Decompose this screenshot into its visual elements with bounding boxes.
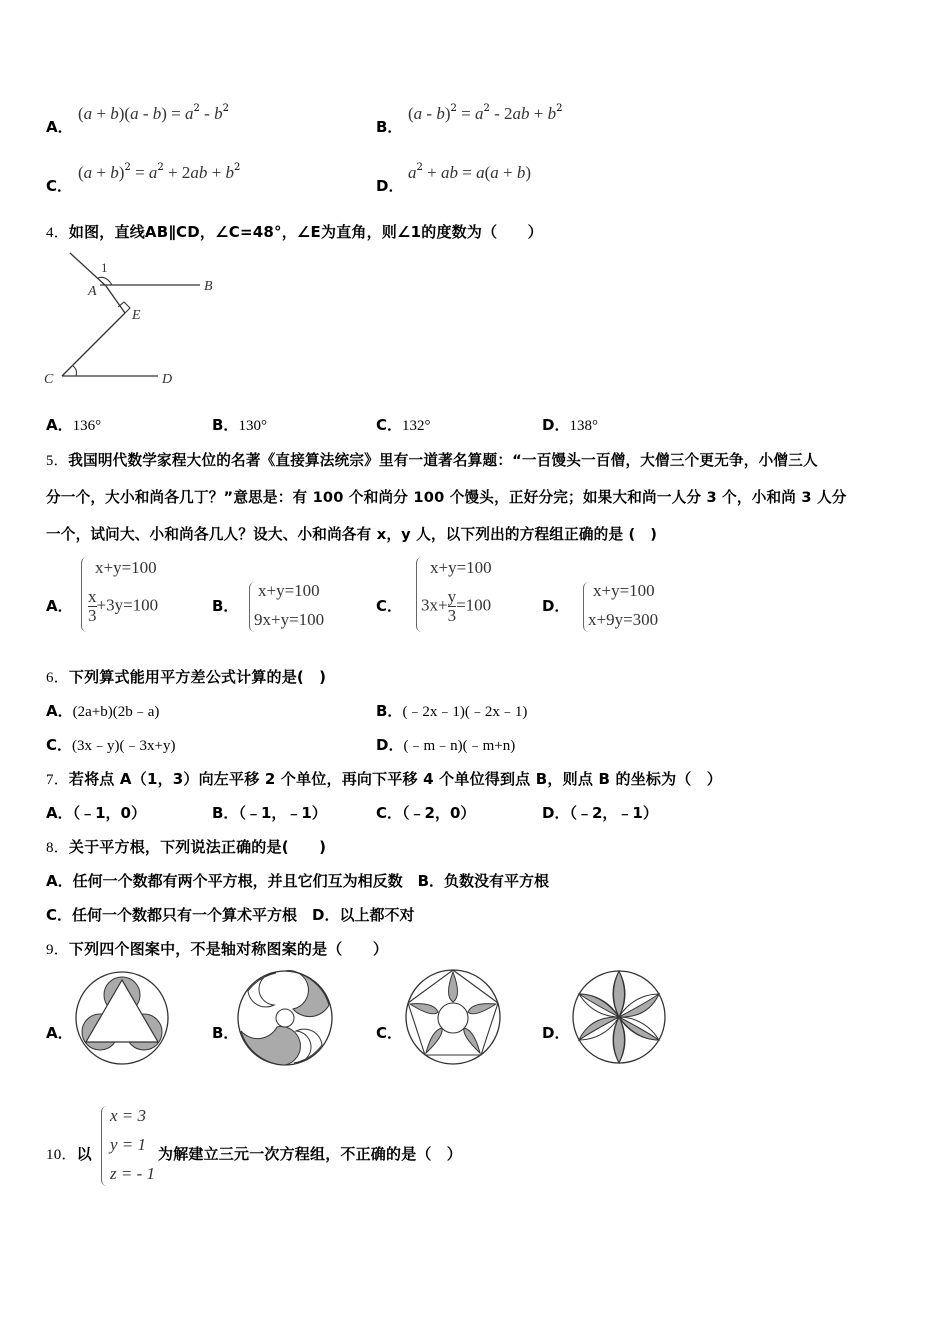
q9-stem-text: 下列四个图案中，不是轴对称图案的是（ ） <box>68 940 389 958</box>
q4-option-d-text: 138° <box>569 418 598 434</box>
q5-line-1-text: 我国明代数学家程大位的名著《直接算法统宗》里有一道著名算题：“一百馒头一百僧，大僧三个更无争，小僧三人 <box>68 452 818 469</box>
q3-option-a-formula: $(a + b)(a - b) = a^2 - b^2$ <box>78 103 229 123</box>
q6-number: 6． <box>46 670 69 686</box>
q10-number: 10． <box>46 1147 77 1163</box>
q5-option-c-frac-bar <box>448 606 457 625</box>
q5-option-c-eq2 <box>421 588 491 625</box>
q6-option-b-text: (﹣2x﹣1)(﹣2x﹣1) <box>402 704 528 720</box>
q9-option-d-label[interactable]: D． <box>542 1024 570 1042</box>
q7-option-d[interactable] <box>542 802 658 823</box>
q7-number: 7． <box>46 772 69 788</box>
q4-stem-text: 如图，直线AB∥CD，∠C=48°，∠E为直角，则∠1的度数为（ ） <box>68 223 543 241</box>
q7-option-c-text: （﹣2，0） <box>402 804 476 822</box>
q7-option-b-label: B． <box>212 804 239 822</box>
q3-option-c-formula: $(a + b)^2 = a^2 + 2ab + b^2$ <box>78 162 241 182</box>
q7-option-a-label: A． <box>46 804 73 822</box>
q7-option-b-text: （﹣1，﹣1） <box>238 804 327 822</box>
q6-stem-text: 下列算式能用平方差公式计算的是( ) <box>68 668 327 686</box>
q4-option-d[interactable] <box>542 414 598 435</box>
q3-option-d-formula: $a^2$ + ab = a(a + b) <box>408 162 531 182</box>
q4-label-d: D <box>162 372 173 387</box>
q10-suffix: 为解建立三元一次方程组，不正确的是（ ） <box>158 1145 463 1163</box>
q9-option-c-label[interactable]: C． <box>376 1024 403 1042</box>
q5-option-a-frac-num: x <box>88 587 97 606</box>
q10-sys-line-1: x = 3 <box>110 1106 147 1125</box>
q4-option-a-text: 136° <box>72 418 102 434</box>
q4-label-c: C <box>44 372 54 387</box>
q5-option-c-label[interactable]: C． <box>376 597 403 615</box>
q8-stem-text: 关于平方根，下列说法正确的是( ) <box>68 838 327 856</box>
q4-label-a: A <box>88 284 97 299</box>
q5-option-d-label[interactable]: D． <box>542 597 570 615</box>
q7-option-c-label: C． <box>376 804 403 822</box>
q9-option-b-label[interactable]: B． <box>212 1024 239 1042</box>
q5-option-b-label[interactable]: B． <box>212 597 239 615</box>
q5-option-d-eq2: x+9y=300 <box>588 610 659 629</box>
q4-option-c-label: C． <box>376 416 403 434</box>
q5-option-c-frac-num: y <box>447 587 457 606</box>
q6-option-d-text: (﹣m﹣n)(﹣m+n) <box>403 738 516 754</box>
q10-brace <box>101 1106 108 1186</box>
q4-option-d-label: D． <box>542 416 570 434</box>
q5-line-2: 分一个，大小和尚各几丁？”意思是：有 100 个和尚分 100 个馒头，正好分完；如果大和尚一人分 3 个，小和尚 3 人分 <box>46 489 847 506</box>
q5-option-b-eq1: x+y=100 <box>258 581 320 600</box>
q10-sys-line-2: y = 1 <box>110 1135 147 1154</box>
q4-figure <box>40 248 230 393</box>
q8-options-line-2[interactable]: C．任何一个数都只有一个算术平方根 D．以上都不对 <box>46 906 415 924</box>
q6-option-c-label: C． <box>46 736 73 754</box>
q3-option-b-label[interactable]: B． <box>376 118 403 136</box>
q5-number: 5． <box>46 453 69 469</box>
q3-option-c-label[interactable]: C． <box>46 177 73 195</box>
q7-option-b[interactable] <box>212 802 327 823</box>
q6-stem <box>46 666 326 687</box>
q9-option-c-figure[interactable] <box>404 968 502 1066</box>
q5-option-a-label[interactable]: A． <box>46 597 73 615</box>
q10-prefix <box>46 1143 92 1164</box>
q4-option-b[interactable] <box>212 414 267 435</box>
q5-option-c-eq2-rest: =100 <box>456 595 492 615</box>
q5-option-c-frac-den: 3 <box>447 605 457 625</box>
q5-option-b-eq2: 9x+y=100 <box>254 610 325 629</box>
q4-option-a[interactable] <box>46 414 101 435</box>
q4-label-e: E <box>132 308 141 323</box>
q5-option-a-frac-den: 3 <box>88 605 97 625</box>
q5-option-c-eq2-pre: 3x+ <box>421 595 448 615</box>
q5-option-a-eq2 <box>88 588 158 625</box>
q7-option-d-text: （﹣2，﹣1） <box>569 804 658 822</box>
q7-option-c[interactable] <box>376 802 475 823</box>
q6-option-a-text: (2a+b)(2b﹣a) <box>72 704 160 720</box>
q6-option-b-label: B． <box>376 702 403 720</box>
q5-line-3: 一个，试问大、小和尚各几人？设大、小和尚各有 x，y 人，以下列出的方程组正确的是 ( ) <box>46 526 658 543</box>
q5-option-d-eq1: x+y=100 <box>593 581 655 600</box>
q8-stem <box>46 836 326 857</box>
q9-option-a-figure[interactable] <box>74 970 170 1066</box>
q5-option-a-frac-bar <box>88 606 97 625</box>
q6-option-c-text: (3x﹣y)(﹣3x+y) <box>72 738 176 754</box>
q6-option-a-label: A． <box>46 702 73 720</box>
q4-option-a-label: A． <box>46 416 73 434</box>
q7-option-a-text: （﹣1，0） <box>72 804 146 822</box>
q6-option-d-label: D． <box>376 736 404 754</box>
q5-option-a-eq2-rest: +3y=100 <box>96 595 159 615</box>
q9-option-b-figure[interactable] <box>236 969 334 1067</box>
q3-option-a-label[interactable]: A． <box>46 118 73 136</box>
q8-options-line-1[interactable]: A．任何一个数都有两个平方根，并且它们互为相反数 B．负数没有平方根 <box>46 872 550 890</box>
q9-number: 9． <box>46 942 69 958</box>
q4-stem <box>46 221 543 242</box>
q10-sys-line-3: z = - 1 <box>110 1164 155 1183</box>
q4-label-b: B <box>204 279 213 294</box>
q3-option-d-label[interactable]: D． <box>376 177 404 195</box>
q7-stem <box>46 768 722 789</box>
q4-option-c[interactable] <box>376 414 431 435</box>
q6-option-a[interactable] <box>46 700 159 721</box>
q6-option-b[interactable] <box>376 700 527 721</box>
q4-option-b-label: B． <box>212 416 239 434</box>
q10-prefix-text: 以 <box>76 1145 92 1163</box>
q7-stem-text: 若将点 A（1，3）向左平移 2 个单位，再向下平移 4 个单位得到点 B，则点 B 的坐标为（ ） <box>68 770 722 788</box>
q9-option-a-label[interactable]: A． <box>46 1024 73 1042</box>
q5-option-c-eq1: x+y=100 <box>430 558 492 577</box>
q4-option-c-text: 132° <box>402 418 431 434</box>
q8-number: 8． <box>46 840 69 856</box>
q9-option-d-figure[interactable] <box>570 968 668 1066</box>
q4-option-b-text: 130° <box>238 418 267 434</box>
q5-line-1 <box>46 449 818 470</box>
q7-option-d-label: D． <box>542 804 570 822</box>
q6-option-c[interactable] <box>46 734 175 755</box>
q6-option-d[interactable] <box>376 734 515 755</box>
q4-label-1: 1 <box>101 260 108 275</box>
q9-stem <box>46 938 388 959</box>
q5-option-a-eq1: x+y=100 <box>95 558 157 577</box>
q3-option-b-formula: $(a - b)^2 = a^2 - 2ab + b^2$ <box>408 103 563 123</box>
q5-option-a-brace <box>81 557 88 632</box>
q4-number: 4． <box>46 225 69 241</box>
q7-option-a[interactable] <box>46 802 146 823</box>
